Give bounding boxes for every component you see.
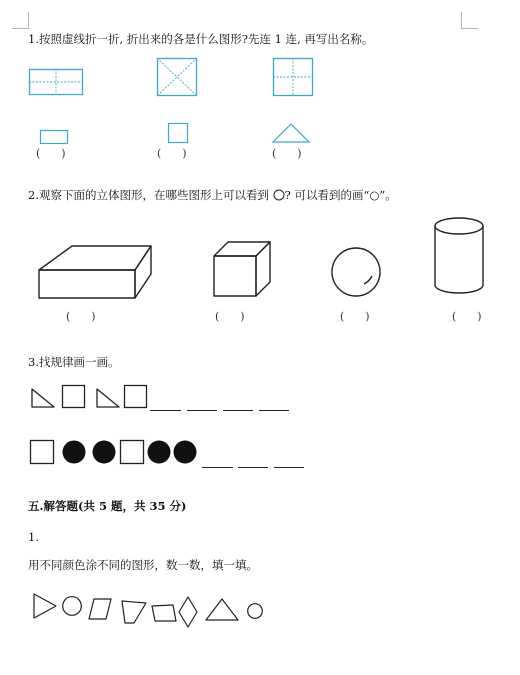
diamond-icon <box>178 596 198 628</box>
answer-blank-3[interactable]: ( ) <box>272 147 302 160</box>
answer-line[interactable] <box>187 410 217 411</box>
folded-square-cross-figure <box>273 58 313 96</box>
answer-blank-cylinder[interactable]: ( ) <box>452 310 482 323</box>
small-square-option <box>168 123 188 143</box>
right-triangle-icon <box>96 388 120 408</box>
question-number: 1. <box>28 530 39 544</box>
answer-line[interactable] <box>202 467 233 468</box>
circle-icon <box>273 189 285 201</box>
parallelogram-icon <box>88 598 112 620</box>
answer-line[interactable] <box>274 467 304 468</box>
question-2-text <box>28 187 397 203</box>
filled-circle-icon <box>92 440 116 464</box>
answer-blank-cuboid[interactable]: ( ) <box>66 310 96 323</box>
section-5-heading: 五.解答题(共 5 题，共 35 分) <box>28 499 187 513</box>
answer-blank-sphere[interactable]: ( ) <box>340 310 370 323</box>
square-icon <box>62 385 85 408</box>
cuboid-icon <box>38 244 154 300</box>
right-triangle-icon <box>31 388 55 408</box>
square-icon <box>30 440 54 464</box>
section-5-instruction: 用不同颜色涂不同的图形，数一数，填一填。 <box>28 558 258 572</box>
trapezoid-icon <box>121 600 147 624</box>
trapezoid-icon <box>151 604 177 622</box>
square-icon <box>124 385 147 408</box>
question-1-text: 1.按照虚线折一折, 折出来的各是什么图形?先连 1 连, 再写出名称。 <box>28 32 374 46</box>
answer-blank-cube[interactable]: ( ) <box>215 310 245 323</box>
crop-mark-top-right <box>461 12 478 29</box>
question-3-text: 3.找规律画一画。 <box>28 355 120 369</box>
folded-rectangle-figure <box>29 69 83 95</box>
answer-blank-2[interactable]: ( ) <box>157 147 187 160</box>
answer-line[interactable] <box>259 410 289 411</box>
answer-line[interactable] <box>238 467 268 468</box>
small-triangle-option <box>272 123 310 143</box>
answer-blank-1[interactable]: ( ) <box>36 147 66 160</box>
circle-icon <box>62 596 82 616</box>
crop-mark-top-left <box>12 12 29 29</box>
sphere-icon <box>330 246 382 298</box>
folded-square-diagonal-figure <box>157 58 197 96</box>
triangle-icon <box>33 593 57 619</box>
triangle-icon <box>205 598 239 622</box>
answer-line[interactable] <box>150 410 181 411</box>
filled-circle-icon <box>173 440 197 464</box>
cube-icon <box>213 240 271 298</box>
circle-icon <box>247 603 263 619</box>
filled-circle-icon <box>62 440 86 464</box>
question-2-text-after: ? 可以看到的画“○”。 <box>284 188 397 202</box>
question-2-text-before: 2.观察下面的立体图形，在哪些图形上可以看到 <box>28 188 269 202</box>
filled-circle-icon <box>147 440 171 464</box>
answer-line[interactable] <box>223 410 253 411</box>
cylinder-icon <box>433 216 485 296</box>
square-icon <box>120 440 144 464</box>
small-rectangle-option <box>40 130 68 144</box>
